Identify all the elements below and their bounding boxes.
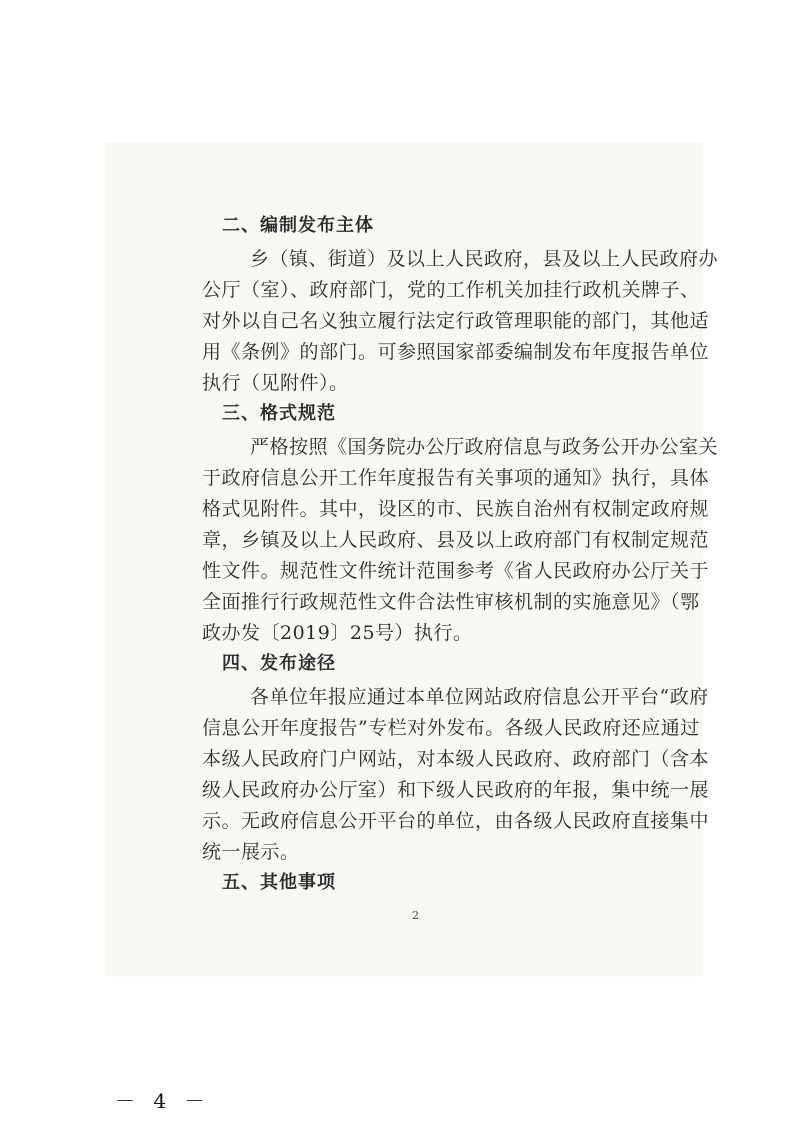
paragraph-line: 乡（镇、街道）及以上人民政府，县及以上人民政府办 (250, 248, 719, 270)
section-heading-5: 五、其他事项 (222, 872, 336, 893)
paragraph-line: 各单位年报应通过本单位网站政府信息公开平台“政府 (250, 686, 709, 708)
section-heading-4: 四、发布途径 (222, 653, 336, 674)
paragraph-line: 信息公开年度报告”专栏对外发布。各级人民政府还应通过 (202, 717, 700, 739)
paragraph-line: 对外以自己名义独立履行法定行政管理职能的部门，其他适 (202, 310, 710, 332)
outer-page-number: － 4 － (115, 1089, 211, 1113)
paragraph-line: 统一展示。 (202, 841, 300, 863)
inner-page-number: 2 (412, 909, 419, 922)
paragraph-line: 性文件。规范性文件统计范围参考《省人民政府办公厅关于 (202, 560, 710, 582)
paragraph-line: 章，乡镇及以上人民政府、县及以上政府部门有权制定规范 (202, 529, 710, 551)
paragraph-line: 用《条例》的部门。可参照国家部委编制发布年度报告单位 (202, 341, 710, 363)
paragraph-line: 执行（见附件）。 (202, 372, 349, 394)
paragraph-line: 本级人民政府门户网站，对本级人民政府、政府部门（含本 (202, 748, 710, 770)
paragraph-line: 级人民政府办公厅室）和下级人民政府的年报，集中统一展 (202, 779, 710, 801)
paragraph-line: 政办发〔2019〕25号）执行。 (202, 622, 473, 644)
paragraph-line: 格式见附件。其中，设区的市、民族自治州有权制定政府规 (202, 498, 710, 520)
section-heading-3: 三、格式规范 (222, 403, 336, 424)
paragraph-line: 严格按照《国务院办公厅政府信息与政务公开办公室关 (250, 436, 719, 458)
paragraph-line: 公厅（室）、政府部门，党的工作机关加挂行政机关牌子、 (202, 279, 700, 301)
paragraph-line: 全面推行行政规范性文件合法性审核机制的实施意见》（鄂 (202, 591, 700, 613)
scanned-page (106, 142, 719, 976)
section-heading-2: 二、编制发布主体 (222, 215, 374, 236)
paragraph-line: 示。无政府信息公开平台的单位，由各级人民政府直接集中 (202, 810, 710, 832)
paragraph-line: 于政府信息公开工作年度报告有关事项的通知》执行，具体 (202, 467, 710, 489)
